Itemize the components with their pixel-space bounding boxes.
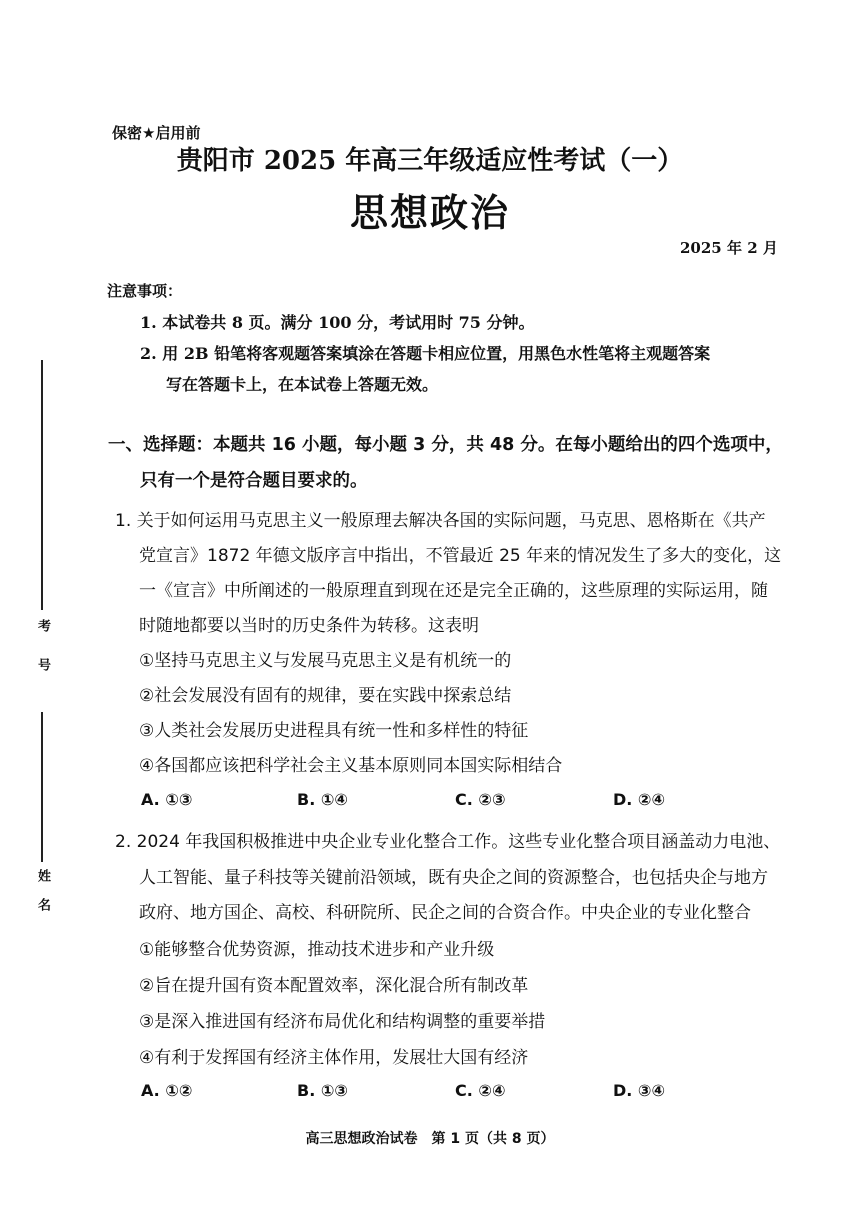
section-heading-cont: 只有一个是符合题目要求的。	[140, 471, 368, 491]
name-label: 姓名	[35, 869, 50, 927]
question-2-statement-3: ③是深入推进国有经济布局优化和结构调整的重要举措	[139, 1012, 546, 1032]
question-1-stem-line-3: 一《宣言》中所阐述的一般原理直到现在还是完全正确的，这些原理的实际运用，随	[139, 581, 768, 601]
question-1-option-a[interactable]: A. ①③	[141, 790, 193, 809]
question-1-stem-line-1: 1. 关于如何运用马克思主义一般原理去解决各国的实际问题，马克思、恩格斯在《共产	[115, 511, 766, 531]
question-1-option-b[interactable]: B. ①④	[297, 790, 348, 809]
question-1-stem-line-2: 党宣言》1872 年德文版序言中指出，不管最近 25 年来的情况发生了多大的变化，这	[139, 546, 782, 566]
exam-number-label: 考号	[35, 619, 50, 697]
exam-title: 贵阳市 2025 年高三年级适应性考试（一）	[176, 146, 684, 176]
question-2-option-c[interactable]: C. ②④	[455, 1081, 506, 1100]
question-1-stem-line-4: 时随地都要以当时的历史条件为转移。这表明	[139, 616, 479, 636]
question-2-statement-1: ①能够整合优势资源，推动技术进步和产业升级	[139, 940, 495, 960]
question-2-option-b[interactable]: B. ①③	[297, 1081, 348, 1100]
exam-date: 2025 年 2 月	[680, 239, 778, 257]
question-1-statement-3: ③人类社会发展历史进程具有统一性和多样性的特征	[139, 721, 529, 741]
section-heading: 一、选择题：本题共 16 小题，每小题 3 分，共 48 分。在每小题给出的四个选项中，	[108, 435, 783, 455]
question-2-option-d[interactable]: D. ③④	[613, 1081, 666, 1100]
page-footer: 高三思想政治试卷 第 1 页（共 8 页）	[305, 1131, 555, 1147]
question-1-option-c[interactable]: C. ②③	[455, 790, 506, 809]
notice-item-2-cont: 写在答题卡上，在本试卷上答题无效。	[166, 375, 439, 394]
question-2-stem-line-1: 2. 2024 年我国积极推进中央企业专业化整合工作。这些专业化整合项目涵盖动力电池、	[115, 832, 781, 852]
notice-heading: 注意事项：	[107, 282, 183, 300]
binding-line-middle	[41, 712, 43, 862]
question-1-statement-1: ①坚持马克思主义与发展马克思主义是有机统一的	[139, 651, 512, 671]
notice-item-2: 2. 用 2B 铅笔将客观题答案填涂在答题卡相应位置，用黑色水性笔将主观题答案	[140, 344, 711, 363]
subject-title: 思想政治	[349, 191, 510, 235]
question-2-stem-line-3: 政府、地方国企、高校、科研院所、民企之间的合资合作。中央企业的专业化整合	[139, 903, 751, 923]
confidential-label: 保密★启用前	[112, 124, 201, 142]
question-2-statement-4: ④有利于发挥国有经济主体作用，发展壮大国有经济	[139, 1048, 529, 1068]
binding-line-top	[41, 360, 43, 610]
question-1-statement-4: ④各国都应该把科学社会主义基本原则同本国实际相结合	[139, 756, 563, 776]
question-2-statement-2: ②旨在提升国有资本配置效率，深化混合所有制改革	[139, 976, 529, 996]
notice-item-1: 1. 本试卷共 8 页。满分 100 分，考试用时 75 分钟。	[140, 313, 535, 332]
question-2-stem-line-2: 人工智能、量子科技等关键前沿领域，既有央企之间的资源整合，也包括央企与地方	[139, 868, 768, 888]
question-2-option-a[interactable]: A. ①②	[141, 1081, 193, 1100]
question-1-statement-2: ②社会发展没有固有的规律，要在实践中探索总结	[139, 686, 512, 706]
question-1-option-d[interactable]: D. ②④	[613, 790, 666, 809]
